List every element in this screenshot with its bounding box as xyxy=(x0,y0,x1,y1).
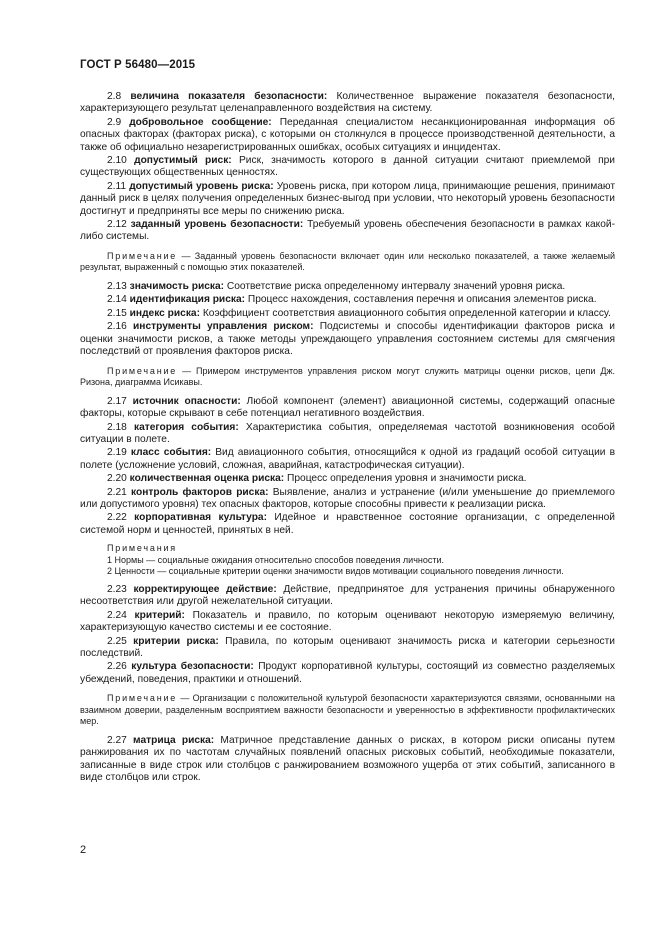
entry-2-9: 2.9 добровольное сообщение: Переданная специалистом несанкционированная информация об опасных факторах (факторах риска), с которыми он столкнулся в процессе производственной деятельности, а также об официально незарегистрированных ошибках, особых ситуациях и инцидентах. xyxy=(80,116,615,153)
entry-2-21: 2.21 контроль факторов риска: Выявление, анализ и устранение (и/или уменьшение до приемлемого или допустимого уровня) тех опасных факторов, которые способны привести к реализации риска. xyxy=(80,486,615,510)
notes-heading: Примечания xyxy=(107,543,177,554)
entry-2-10: 2.10 допустимый риск: Риск, значимость которого в данной ситуации считают приемлемой при существующих общественных ценностях. xyxy=(80,155,615,179)
entry-2-18: 2.18 категория события: Характеристика события, определяемая частотой возникновения особой ситуации в полете. xyxy=(80,421,615,445)
document-header: ГОСТ Р 56480—2015 xyxy=(80,59,196,71)
entry-2-24: 2.24 критерий: Показатель и правило, по которым оценивают некоторую измеряемую величину, характеризующую качество системы и ее состояние. xyxy=(80,609,615,634)
entry-2-11: 2.11 допустимый уровень риска: Уровень риска, при котором лица, принимающие решения, принимают данный риск в целях получения определенных бизнес-выгод при условии, что некоторый уровень безопасности достигнут и предприняты все меры по снижению риска. xyxy=(80,180,615,217)
entry-2-16: 2.16 инструменты управления риском: Подсистемы и способы идентификации факторов риска и оценки значимости рисков, а также методы упреждающего управления состоянием системы для смягчения последствий от проявления факторов риска. xyxy=(80,321,615,358)
document-body xyxy=(80,91,615,786)
note-2-26: Примечание — Организации с положительной культурой безопасности характеризуются связями, основанными на взаимном доверии, разделенным восприятием важности безопасности и уверенностью в эффективности профилактических мер. xyxy=(80,693,615,727)
entry-2-17: 2.17 источник опасности: Любой компонент (элемент) авиационной системы, содержащий опасные факторы, которые скрывают в себе потенциал негативного воздействия. xyxy=(80,395,615,420)
entry-2-13: 2.13 значимость риска: Соответствие риска определенному интервалу значений уровня риска. xyxy=(107,281,566,293)
entry-2-22: 2.22 корпоративная культура: Идейное и нравственное состояние организации, с определенной системой норм и ценностей, принятых в ней. xyxy=(80,512,615,536)
entry-2-26: 2.26 культура безопасности: Продукт корпоративной культуры, состоящий из совместно разделяемых убеждений, поведения, практики и отношений. xyxy=(80,661,615,685)
entry-2-12: 2.12 заданный уровень безопасности: Требуемый уровень обеспечения безопасности в рамках какой-либо системы. xyxy=(80,219,615,243)
notes-2-22 xyxy=(80,543,615,578)
note-2-12: Примечание — Заданный уровень безопасности включает один или несколько показателей, а также желаемый результат, выраженный с помощью этих показателей. xyxy=(80,250,615,273)
page-number: 2 xyxy=(80,844,87,856)
entry-2-19: 2.19 класс события: Вид авиационного события, относящийся к одной из градаций особой ситуации в полете (усложнение условий, сложная, аварийная, катастрофическая ситуации). xyxy=(80,447,615,471)
entry-2-20: 2.20 количественная оценка риска: Процесс определения уровня и значимости риска. xyxy=(107,473,527,485)
note-2-16: Примечание — Примером инструментов управления риском могут служить матрицы оценки рисков, цепи Дж. Ризона, диаграмма Исикавы. xyxy=(80,365,615,388)
entry-2-15: 2.15 индекс риска: Коэффициент соответствия авиационного события определенной категории и классу. xyxy=(107,307,611,319)
entry-2-25: 2.25 критерии риска: Правила, по которым оценивают значимость риска и категории серьезности последствий. xyxy=(80,635,615,659)
entry-2-27: 2.27 матрица риска: Матричное представление данных о рисках, в котором риски описаны путем ранжирования их по частотам случайных появлений опасных рисковых событий, необходимые показатели, записанные в виде строк или столбцов с ранжированием возможного ущерба от этих событий, записанного в виде столбцов или строк. xyxy=(80,734,615,784)
note-item-2: 2 Ценности — социальные критерии оценки значимости видов мотивации социального поведения личности. xyxy=(107,566,564,577)
note-item-1: 1 Нормы — социальные ожидания относительно способов поведения личности. xyxy=(107,554,445,565)
entry-2-14: 2.14 идентификация риска: Процесс нахождения, составления перечня и описания элементов риска. xyxy=(107,294,597,306)
entry-2-8: 2.8 величина показателя безопасности: Количественное выражение показателя безопасности, характеризующего результат целенаправленного воздействия на систему. xyxy=(80,91,615,115)
entry-2-23: 2.23 корректирующее действие: Действие, предпринятое для устранения причины обнаруженного несоответствия или другой нежелательной ситуации. xyxy=(80,583,615,608)
